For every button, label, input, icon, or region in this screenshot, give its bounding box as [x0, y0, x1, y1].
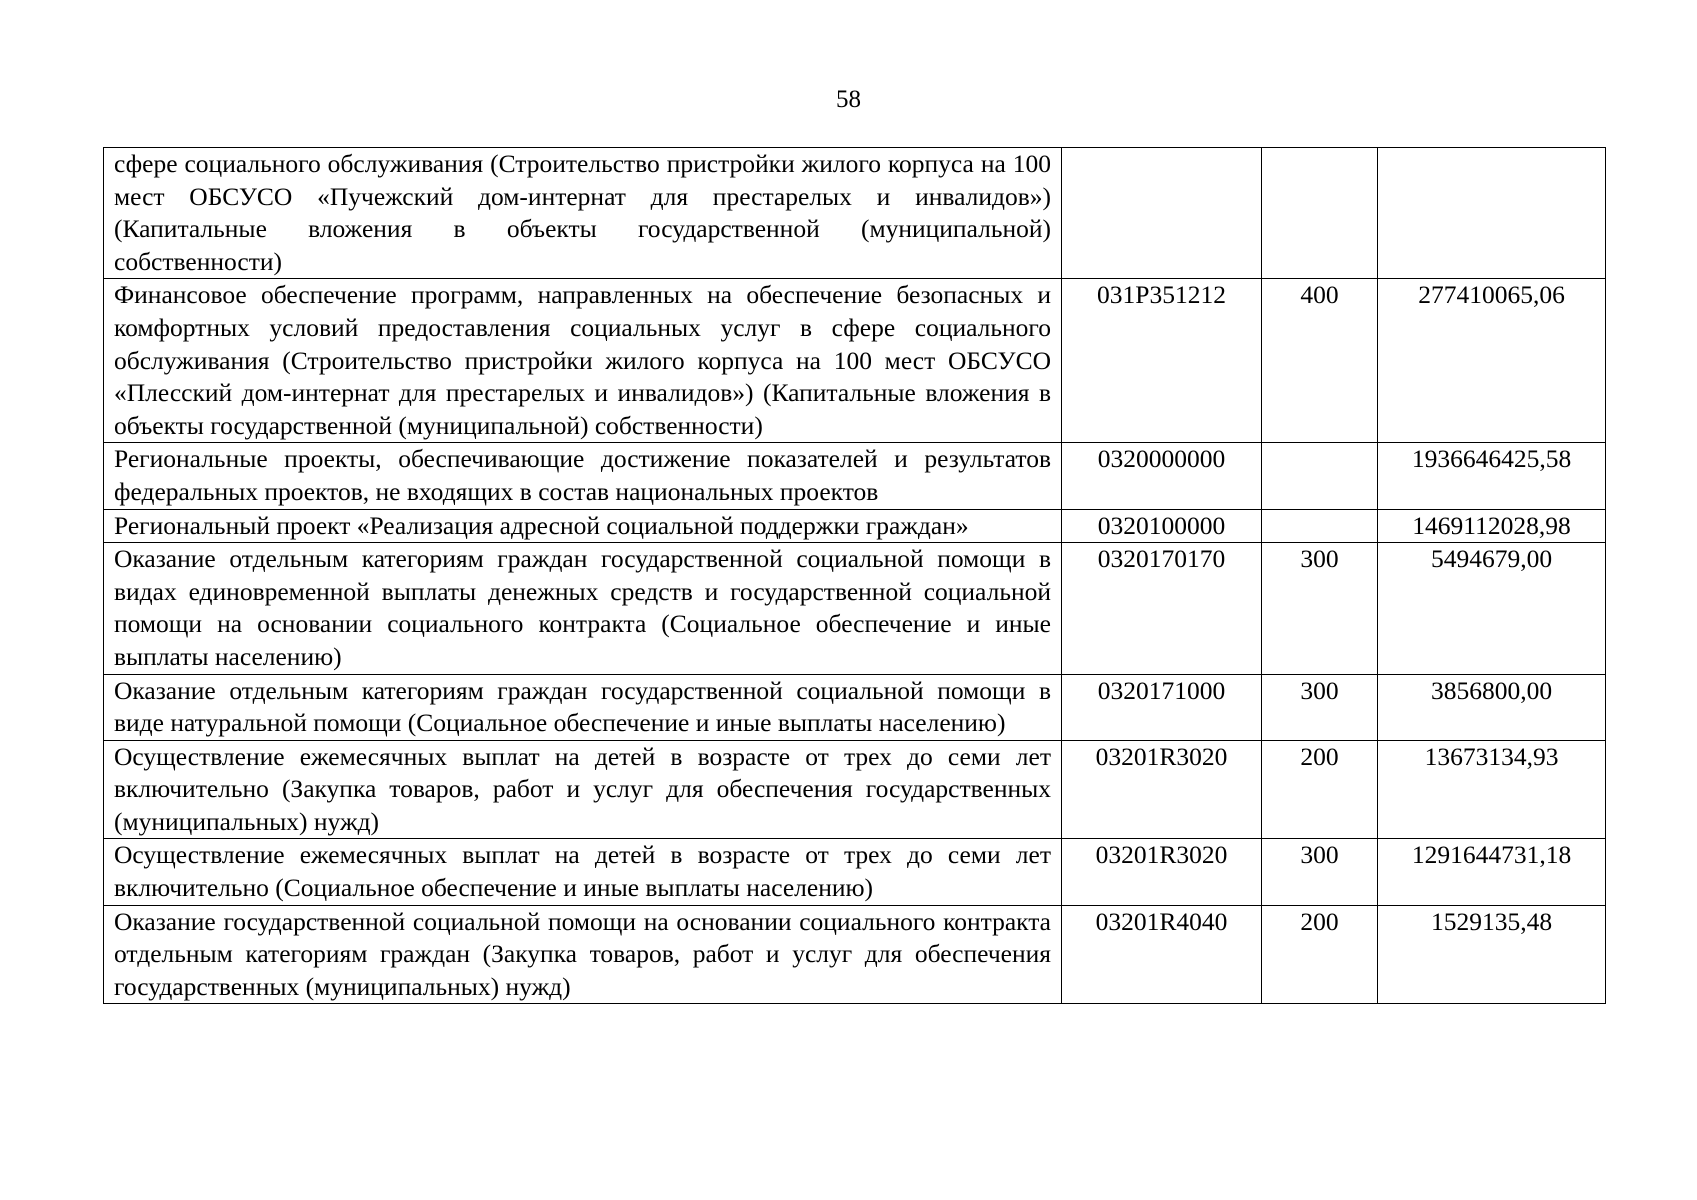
row-type-cell: 300 — [1262, 839, 1378, 905]
row-code-cell: 03201R4040 — [1062, 905, 1262, 1004]
row-sum-cell: 1291644731,18 — [1378, 839, 1606, 905]
page-number: 58 — [836, 86, 861, 113]
table-row — [104, 839, 1606, 905]
table-row — [104, 279, 1606, 443]
row-type-cell: 300 — [1262, 543, 1378, 674]
row-name-cell: Региональный проект «Реализация адресной социальной поддержки граждан» — [104, 509, 1062, 543]
row-sum-cell — [1378, 148, 1606, 279]
row-type-cell: 200 — [1262, 740, 1378, 839]
row-type-cell: 200 — [1262, 905, 1378, 1004]
row-sum-cell: 1936646425,58 — [1378, 443, 1606, 509]
row-code-cell — [1062, 148, 1262, 279]
row-type-cell — [1262, 443, 1378, 509]
row-name-cell: сфере социального обслуживания (Строительство пристройки жилого корпуса на 100 мест ОБСУСО «Пучежский дом-интернат для престарелых и инвалидов») (Капитальные вложения в объекты государственной (муниципальной) собственности) — [104, 148, 1062, 279]
row-code-cell: 03201R3020 — [1062, 740, 1262, 839]
row-name-cell: Региональные проекты, обеспечивающие достижение показателей и результатов федеральных проектов, не входящих в состав национальных проектов — [104, 443, 1062, 509]
row-sum-cell: 277410065,06 — [1378, 279, 1606, 443]
table-row — [104, 443, 1606, 509]
row-code-cell: 0320170170 — [1062, 543, 1262, 674]
row-type-cell — [1262, 148, 1378, 279]
row-sum-cell: 5494679,00 — [1378, 543, 1606, 674]
table-row — [104, 905, 1606, 1004]
row-code-cell: 0320100000 — [1062, 509, 1262, 543]
table-row — [104, 674, 1606, 740]
row-type-cell — [1262, 509, 1378, 543]
table-row — [104, 148, 1606, 279]
row-code-cell: 0320000000 — [1062, 443, 1262, 509]
row-code-cell: 0320171000 — [1062, 674, 1262, 740]
table-row — [104, 740, 1606, 839]
table-row — [104, 543, 1606, 674]
row-name-cell: Финансовое обеспечение программ, направленных на обеспечение безопасных и комфортных условий предоставления социальных услуг в сфере социального обслуживания (Строительство пристройки жилого корпуса на 100 мест ОБСУСО «Плесский дом-интернат для престарелых и инвалидов») (Капитальные вложения в объекты государственной (муниципальной) собственности) — [104, 279, 1062, 443]
row-code-cell: 03201R3020 — [1062, 839, 1262, 905]
row-sum-cell: 1469112028,98 — [1378, 509, 1606, 543]
row-name-cell: Оказание государственной социальной помощи на основании социального контракта отдельным категориям граждан (Закупка товаров, работ и услуг для обеспечения государственных (муниципальных) нужд) — [104, 905, 1062, 1004]
row-sum-cell: 1529135,48 — [1378, 905, 1606, 1004]
row-type-cell: 300 — [1262, 674, 1378, 740]
row-sum-cell: 13673134,93 — [1378, 740, 1606, 839]
budget-table — [103, 147, 1606, 1004]
row-name-cell: Осуществление ежемесячных выплат на детей в возрасте от трех до семи лет включительно (Социальное обеспечение и иные выплаты населению) — [104, 839, 1062, 905]
row-code-cell: 031P351212 — [1062, 279, 1262, 443]
row-sum-cell: 3856800,00 — [1378, 674, 1606, 740]
row-name-cell: Оказание отдельным категориям граждан государственной социальной помощи в видах единовременной выплаты денежных средств и государственной социальной помощи на основании социального контракта (Социальное обеспечение и иные выплаты населению) — [104, 543, 1062, 674]
table-row — [104, 509, 1606, 543]
row-name-cell: Осуществление ежемесячных выплат на детей в возрасте от трех до семи лет включительно (Закупка товаров, работ и услуг для обеспечения государственных (муниципальных) нужд) — [104, 740, 1062, 839]
row-type-cell: 400 — [1262, 279, 1378, 443]
row-name-cell: Оказание отдельным категориям граждан государственной социальной помощи в виде натуральной помощи (Социальное обеспечение и иные выплаты населению) — [104, 674, 1062, 740]
